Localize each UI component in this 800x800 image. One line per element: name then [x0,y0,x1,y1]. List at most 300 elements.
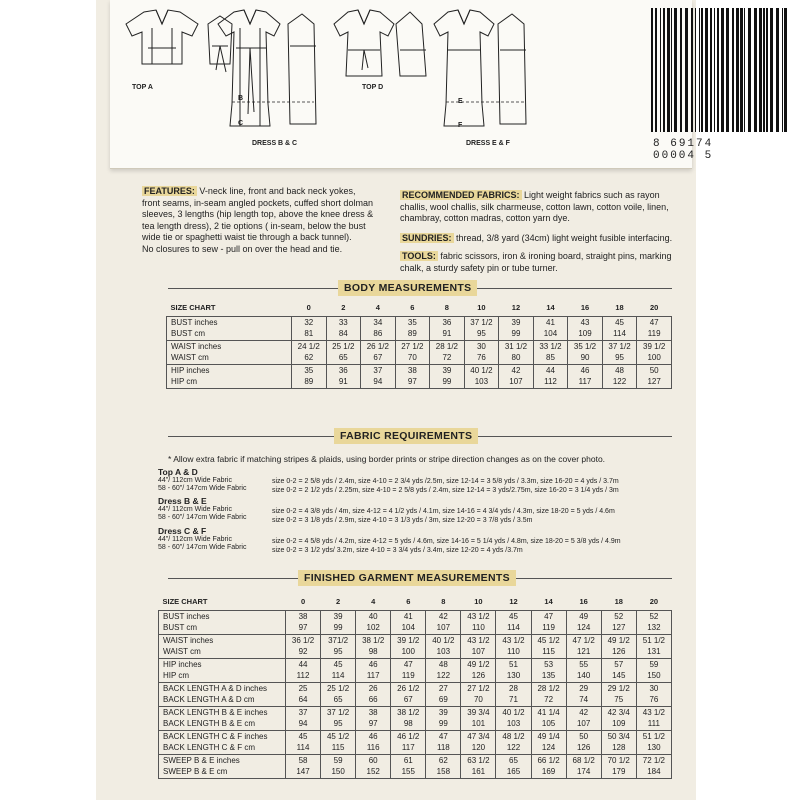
table-cell: 92 [286,646,321,658]
table-cell: 62 [292,352,327,364]
row-label: BACK LENGTH A & D cm [159,694,286,706]
size-header-18: 18 [615,303,624,312]
table-cell: 38 1/2 [356,634,391,646]
barcode-bar [721,8,724,132]
table-cell: 76 [636,694,671,706]
table-cell: 103 [496,718,531,730]
table-cell: 98 [391,718,426,730]
table-cell: 107 [461,646,496,658]
row-label: BUST inches [159,610,286,622]
table-cell: 74 [566,694,601,706]
table-cell: 57 [601,658,636,670]
table-cell: 37 [286,706,321,718]
barcode-bar [701,8,703,132]
barcode-bar [705,8,708,132]
fabric-group-dress-cf [158,527,246,553]
table-cell: 97 [395,376,430,388]
table-cell: 59 [636,658,671,670]
table-cell: 25 1/2 [321,682,356,694]
table-cell: 99 [426,718,461,730]
table-cell: 114 [321,670,356,682]
barcode-bar [674,8,677,132]
barcode-bar [717,8,719,132]
table-cell: 53 [531,658,566,670]
barcode-bar [671,8,672,132]
table-cell: 114 [286,742,321,754]
fabrics-block [400,190,700,225]
table-cell: 40 1/2 [464,364,499,376]
table-cell: 121 [566,646,601,658]
finished-measurements-table [158,596,672,779]
fabric-row-top-ad-58: size 0-2 = 2 1/2 yds / 2.25m, size 4-10 = 2 5/8 yds / 2.4m, size 12-14 = 3 yds/2.75m, size 16-20 = 3 1/4 yds / 3m [272,487,619,494]
table-cell: 107 [499,376,534,388]
table-cell: 45 1/2 [321,730,356,742]
barcode-bar [667,8,670,132]
size-header-8: 8 [444,303,449,312]
table-cell: 43 1/2 [636,706,671,718]
table-cell: 119 [391,670,426,682]
table-cell: 44 [286,658,321,670]
size-header-row [167,302,672,316]
table-cell: 86 [361,328,396,340]
size-header-row [159,596,672,610]
table-cell: 69 [426,694,461,706]
table-cell: 41 [533,316,568,328]
size-header-4: 4 [375,303,380,312]
table-cell: 67 [361,352,396,364]
size-header-14: 14 [546,303,555,312]
features-title: FEATURES: [144,186,195,196]
table-cell: 150 [636,670,671,682]
barcode-bar [763,8,765,132]
table-cell: 72 1/2 [636,754,671,766]
table-cell: 184 [636,766,671,778]
barcode-bar [655,8,657,132]
table-cell: 101 [461,718,496,730]
table-row [159,730,672,742]
finished-measurements-title: FINISHED GARMENT MEASUREMENTS [298,570,516,586]
table-cell: 94 [361,376,396,388]
table-cell: 39 1/2 [391,634,426,646]
table-cell: 34 [361,316,396,328]
table-cell: 25 [286,682,321,694]
fabric-row-dress-cf-44: size 0-2 = 4 5/8 yds / 4.2m, size 4-12 = 5 yds / 4.6m, size 14-16 = 5 1/4 yds / 4.8m, size 18-20 = 5 3/8 yds / 4.9m [272,538,621,545]
table-cell: 107 [566,718,601,730]
table-cell: 26 [356,682,391,694]
features-line-1: front seams, in-seam angled pockets, cuffed short dolman [142,197,373,208]
table-row [167,352,672,364]
table-cell: 107 [426,622,461,634]
line-label-c: C [238,120,244,127]
barcode-bar [740,8,743,132]
table-cell: 122 [602,376,637,388]
table-cell: 30 [636,682,671,694]
fabric-group-top-ad [158,468,246,494]
table-cell: 49 1/2 [461,658,496,670]
barcode-bar [699,8,700,132]
table-cell: 165 [496,766,531,778]
table-row [159,742,672,754]
table-cell: 42 3/4 [601,706,636,718]
table-cell: 47 3/4 [461,730,496,742]
size-header-4: 4 [371,597,376,606]
table-cell: 158 [426,766,461,778]
table-cell: 46 1/2 [391,730,426,742]
table-cell: 99 [499,328,534,340]
table-cell: 135 [531,670,566,682]
barcode-bar [784,8,787,132]
table-cell: 67 [391,694,426,706]
table-cell: 119 [531,622,566,634]
tools-block [400,251,700,274]
fabric-requirements-title: FABRIC REQUIREMENTS [334,428,478,444]
fabric-group-title: Dress B & E [158,496,207,506]
size-header-2: 2 [341,303,346,312]
table-cell: 169 [531,766,566,778]
fabrics-line-1: challis, wool challis, silk charmeuse, cotton lawn, cotton voile, linen, [400,201,669,212]
fabric-width-44: 44"/ 112cm Wide Fabric [158,476,232,484]
table-cell: 28 [496,682,531,694]
table-cell: 127 [601,622,636,634]
table-cell: 42 [426,610,461,622]
table-cell: 41 [391,610,426,622]
table-cell: 99 [321,622,356,634]
table-cell: 43 1/2 [461,634,496,646]
table-cell: 114 [602,328,637,340]
table-row [159,754,672,766]
row-label: BACK LENGTH B & E inches [159,706,286,718]
table-cell: 37 1/2 [602,340,637,352]
barcode-bar [691,8,693,132]
sundries-title: SUNDRIES: [402,233,452,243]
table-cell: 94 [286,718,321,730]
table-cell: 115 [321,742,356,754]
table-cell: 89 [292,376,327,388]
barcode [645,8,793,132]
table-row [159,682,672,694]
table-cell: 109 [601,718,636,730]
table-cell: 65 [321,694,356,706]
barcode-middle-digits: 69174 00004 [653,138,714,162]
table-cell: 126 [461,670,496,682]
size-header-0: 0 [300,597,306,606]
features-line-5: No closures to sew - pull on over the head and tie. [142,243,343,254]
table-cell: 38 1/2 [391,706,426,718]
table-cell: 119 [637,328,672,340]
table-cell: 44 [533,364,568,376]
table-row [167,340,672,352]
table-row [159,766,672,778]
table-cell: 62 [426,754,461,766]
barcode-last-digit: 5 [704,150,714,162]
table-cell: 24 1/2 [292,340,327,352]
table-cell: 152 [356,766,391,778]
table-cell: 38 [286,610,321,622]
size-header-6: 6 [410,303,415,312]
table-cell: 37 1/2 [464,316,499,328]
table-cell: 37 [361,364,396,376]
size-header-8: 8 [441,597,446,606]
table-cell: 115 [531,646,566,658]
table-cell: 117 [391,742,426,754]
features-line-0: V-neck line, front and back neck yokes, [199,186,356,196]
table-cell: 31 1/2 [499,340,534,352]
fabric-row-dress-be-58: size 0-2 = 3 1/8 yds / 2.9m, size 4-10 = 3 1/3 yds / 3m, size 12-20 = 3 7/8 yds / 3.5m [272,517,533,524]
table-row [159,610,672,622]
fabric-width-44: 44"/ 112cm Wide Fabric [158,535,232,543]
size-header-10: 10 [474,597,483,606]
table-cell: 117 [356,670,391,682]
table-cell: 70 1/2 [601,754,636,766]
table-cell: 95 [602,352,637,364]
size-header-20: 20 [649,303,659,312]
table-cell: 126 [601,646,636,658]
table-cell: 85 [533,352,568,364]
fabric-row-dress-be-44: size 0-2 = 4 3/8 yds / 4m, size 4-12 = 4 1/2 yds / 4.1m, size 14-16 = 4 3/4 yds / 4.3m, size 18-20 = 5 yds / 4.6m [272,508,615,515]
table-cell: 37 1/2 [321,706,356,718]
table-cell: 147 [286,766,321,778]
table-cell: 161 [461,766,496,778]
size-header-16: 16 [580,303,590,312]
table-cell: 72 [531,694,566,706]
table-cell: 46 [356,730,391,742]
table-cell: 112 [533,376,568,388]
barcode-bar [782,8,783,132]
table-cell: 47 [531,610,566,622]
table-cell: 100 [637,352,672,364]
size-chart-label: SIZE CHART [162,597,208,606]
table-cell: 40 1/2 [426,634,461,646]
table-cell: 36 [326,364,361,376]
table-cell: 140 [566,670,601,682]
figure-label-top-d: TOP D [362,84,384,91]
features-line-3: tea length dress), 2 tie options ( in-seam, below the bust [142,220,366,231]
row-label: BACK LENGTH C & F inches [159,730,286,742]
row-label: BACK LENGTH C & F cm [159,742,286,754]
body-measurements-title: BODY MEASUREMENTS [338,280,477,296]
barcode-bar [710,8,712,132]
table-cell: 65 [496,754,531,766]
fabric-row-dress-cf-58: size 0-2 = 3 1/2 yds/ 3.2m, size 4-10 = 3 3/4 yds / 3.4m, size 12-20 = 4 yds /3.7m [272,547,523,554]
table-cell: 117 [568,376,603,388]
table-cell: 128 [601,742,636,754]
table-cell: 39 3/4 [461,706,496,718]
table-cell: 39 [499,316,534,328]
table-row [167,376,672,388]
table-row [167,316,672,328]
table-cell: 103 [464,376,499,388]
row-label: HIP cm [167,376,292,388]
fabric-group-dress-be [158,497,246,523]
table-cell: 116 [356,742,391,754]
table-cell: 124 [531,742,566,754]
table-cell: 145 [601,670,636,682]
barcode-bar [766,8,768,132]
table-cell: 40 1/2 [496,706,531,718]
table-cell: 47 [637,316,672,328]
barcode-bar [770,8,773,132]
features-line-4: wide tie or spaghetti waist tie through a back tunnel). [142,232,352,242]
table-cell: 47 [426,730,461,742]
table-cell: 68 1/2 [566,754,601,766]
table-cell: 49 [566,610,601,622]
table-cell: 29 1/2 [601,682,636,694]
table-cell: 47 [391,658,426,670]
features-line-2: sleeves, 3 lengths (hip length top, above the knee dress & [142,209,374,219]
fabric-group-title: Top A & D [158,467,198,477]
barcode-bar [660,8,661,132]
row-label: WAIST cm [167,352,292,364]
table-row [167,364,672,376]
size-header-2: 2 [336,597,341,606]
row-label: HIP inches [159,658,286,670]
table-cell: 35 [292,364,327,376]
table-cell: 45 [286,730,321,742]
table-cell: 42 [499,364,534,376]
table-cell: 39 [321,610,356,622]
sundries-block [400,233,700,245]
table-cell: 39 [430,364,465,376]
table-cell: 118 [426,742,461,754]
table-cell: 50 3/4 [601,730,636,742]
table-cell: 111 [636,718,671,730]
table-cell: 43 [568,316,603,328]
table-cell: 43 1/2 [461,610,496,622]
table-cell: 132 [636,622,671,634]
table-cell: 84 [326,328,361,340]
table-cell: 124 [566,622,601,634]
size-header-10: 10 [477,303,486,312]
table-cell: 63 1/2 [461,754,496,766]
table-row [159,706,672,718]
table-cell: 51 1/2 [636,730,671,742]
table-cell: 174 [566,766,601,778]
size-header-12: 12 [511,303,521,312]
table-cell: 26 1/2 [391,682,426,694]
table-cell: 64 [286,694,321,706]
table-cell: 98 [356,646,391,658]
fabric-width-58: 58 - 60"/ 147cm Wide Fabric [158,485,247,492]
size-header-16: 16 [579,597,588,606]
tools-line-0: fabric scissors, iron & ironing board, straight pins, marking [440,251,672,261]
table-cell: 39 [426,706,461,718]
fabric-note: * Allow extra fabric if matching stripes & plaids, using border prints or stripe direction changes as on the cover photo. [168,454,606,464]
table-cell: 30 [464,340,499,352]
body-measurements-table [166,302,672,389]
table-cell: 48 1/2 [496,730,531,742]
table-cell: 42 [566,706,601,718]
table-cell: 100 [391,646,426,658]
table-cell: 46 [356,658,391,670]
table-cell: 114 [496,622,531,634]
table-cell: 179 [601,766,636,778]
dress-bc-drawing [210,4,330,144]
size-chart-label: SIZE CHART [170,303,216,312]
tools-line-1: chalk, a sturdy safety pin or tube turner. [400,262,558,273]
table-cell: 371/2 [321,634,356,646]
table-cell: 45 [321,658,356,670]
table-cell: 91 [430,328,465,340]
table-cell: 28 1/2 [531,682,566,694]
barcode-bar [714,8,715,132]
table-cell: 46 [568,364,603,376]
barcode-number [653,138,713,162]
table-cell: 40 [356,610,391,622]
barcode-bar [748,8,751,132]
table-row [159,670,672,682]
barcode-bar [663,8,665,132]
table-cell: 47 1/2 [566,634,601,646]
table-cell: 51 1/2 [636,634,671,646]
table-row [159,634,672,646]
table-cell: 130 [636,742,671,754]
fabrics-title: RECOMMENDED FABRICS: [402,190,520,200]
size-header-18: 18 [614,597,623,606]
table-cell: 49 1/2 [601,634,636,646]
table-cell: 66 1/2 [531,754,566,766]
row-label: HIP inches [167,364,292,376]
table-cell: 38 [395,364,430,376]
table-cell: 49 1/4 [531,730,566,742]
barcode-bar [680,8,682,132]
table-row [159,658,672,670]
table-cell: 26 1/2 [361,340,396,352]
table-cell: 131 [636,646,671,658]
table-cell: 104 [391,622,426,634]
row-label: BACK LENGTH A & D inches [159,682,286,694]
table-cell: 45 [602,316,637,328]
table-cell: 48 [602,364,637,376]
barcode-bar [776,8,779,132]
table-cell: 52 [636,610,671,622]
fabrics-line-2: chambray, cotton madras, cotton yarn dye. [400,213,570,223]
table-cell: 112 [286,670,321,682]
barcode-first-digit: 8 [653,138,662,150]
table-cell: 41 1/4 [531,706,566,718]
table-cell: 35 1/2 [568,340,603,352]
table-cell: 80 [499,352,534,364]
table-cell: 70 [395,352,430,364]
illustration-card [110,0,714,169]
table-row [159,694,672,706]
table-cell: 58 [286,754,321,766]
sundries-text: thread, 3/8 yard (34cm) light weight fusible interfacing. [456,233,673,243]
table-cell: 103 [426,646,461,658]
table-cell: 61 [391,754,426,766]
table-cell: 52 [601,610,636,622]
row-label: BUST cm [167,328,292,340]
table-cell: 95 [321,718,356,730]
table-cell: 97 [286,622,321,634]
table-cell: 130 [496,670,531,682]
table-cell: 59 [321,754,356,766]
fabric-width-58: 58 - 60"/ 147cm Wide Fabric [158,514,247,521]
barcode-bar [726,8,729,132]
row-label: BUST inches [167,316,292,328]
table-cell: 65 [326,352,361,364]
features-block [142,186,398,255]
row-label: BUST cm [159,622,286,634]
table-cell: 28 1/2 [430,340,465,352]
barcode-bar [754,8,757,132]
figure-label-top-a: TOP A [132,84,153,91]
barcode-bar [736,8,739,132]
barcode-bar [744,8,745,132]
row-label: SWEEP B & E inches [159,754,286,766]
barcode-bar [695,8,696,132]
table-cell: 155 [391,766,426,778]
table-cell: 126 [566,742,601,754]
